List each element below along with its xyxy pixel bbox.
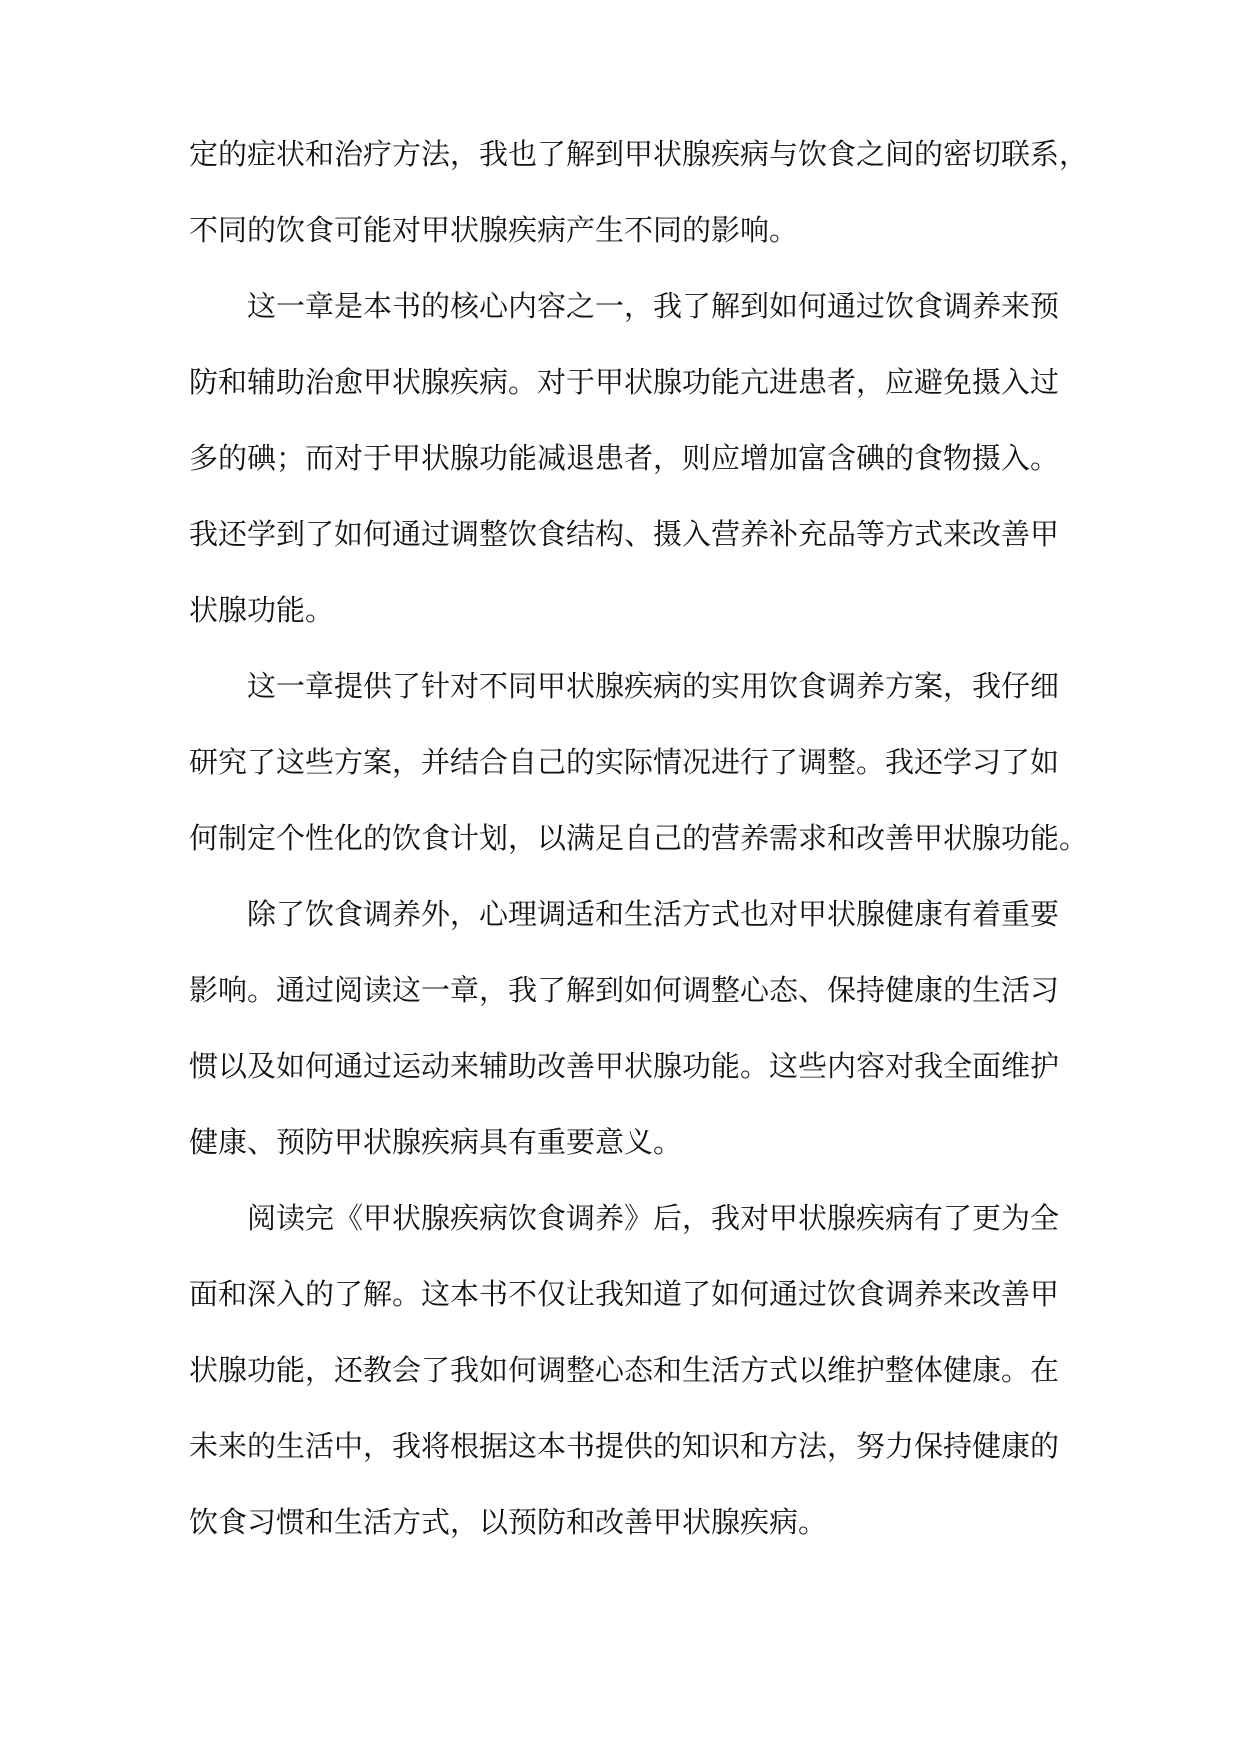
- text-line: 不同的饮食可能对甲状腺疾病产生不同的影响。: [189, 213, 799, 247]
- paragraph-first-line: 阅读完《甲状腺疾病饮食调养》后，我对甲状腺疾病有了更为全: [247, 1201, 1060, 1235]
- text-line: 状腺功能，还教会了我如何调整心态和生活方式以维护整体健康。在: [189, 1353, 1060, 1387]
- text-line: 何制定个性化的饮食计划，以满足自己的营养需求和改善甲状腺功能。: [189, 821, 1089, 855]
- text-line: 健康、预防甲状腺疾病具有重要意义。: [189, 1125, 683, 1159]
- text-line: 我还学到了如何通过调整饮食结构、摄入营养补充品等方式来改善甲: [189, 517, 1060, 551]
- text-line: 影响。通过阅读这一章，我了解到如何调整心态、保持健康的生活习: [189, 973, 1060, 1007]
- text-line: 饮食习惯和生活方式，以预防和改善甲状腺疾病。: [189, 1505, 828, 1539]
- paragraph-first-line: 这一章提供了针对不同甲状腺疾病的实用饮食调养方案，我仔细: [247, 669, 1060, 703]
- text-line: 惯以及如何通过运动来辅助改善甲状腺功能。这些内容对我全面维护: [189, 1049, 1060, 1083]
- text-line: 研究了这些方案，并结合自己的实际情况进行了调整。我还学习了如: [189, 745, 1060, 779]
- paragraph-first-line: 这一章是本书的核心内容之一，我了解到如何通过饮食调养来预: [247, 289, 1060, 323]
- text-line: 面和深入的了解。这本书不仅让我知道了如何通过饮食调养来改善甲: [189, 1277, 1060, 1311]
- paragraph-first-line: 除了饮食调养外，心理调适和生活方式也对甲状腺健康有着重要: [247, 897, 1060, 931]
- text-line: 状腺功能。: [189, 593, 335, 627]
- text-line: 防和辅助治愈甲状腺疾病。对于甲状腺功能亢进患者，应避免摄入过: [189, 365, 1060, 399]
- text-line: 多的碘；而对于甲状腺功能减退患者，则应增加富含碘的食物摄入。: [189, 441, 1060, 475]
- text-line: 定的症状和治疗方法，我也了解到甲状腺疾病与饮食之间的密切联系，: [189, 137, 1089, 171]
- text-line: 未来的生活中，我将根据这本书提供的知识和方法，努力保持健康的: [189, 1429, 1060, 1463]
